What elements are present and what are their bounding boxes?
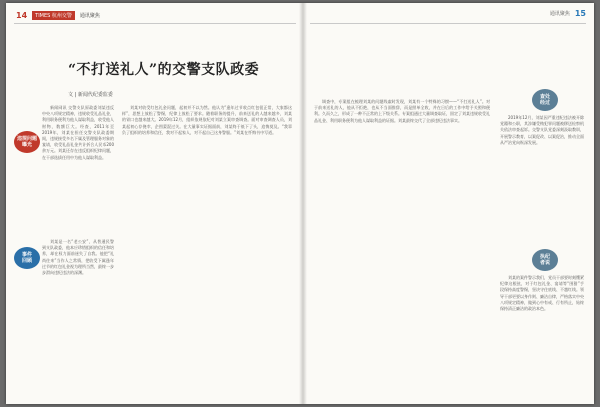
tag-investigation-label: 查处 经过 <box>539 94 550 106</box>
article-paragraph: 刘某是一名“老公安”，从普通民警到支队政委，他本应珍惜组织的信任和培养，却在权力面前迷失了自我。他把“礼尚往来”当作人之常情，把收受下属逢年过节的红包礼金视为理所当然，最终一步步滑向违纪违法的深渊。 <box>42 239 114 276</box>
article-title: “不打送礼人”的交警支队政委 <box>68 62 260 78</box>
article-paragraph: 刘某的案件警示我们，党员干部要时刻绷紧纪律这根弦，对于红包礼金、宴请等“围猎”手段保持高度警惕，坚决守住底线、不越红线。领导干部更要以身作则、廉洁自律，严格落实中央八项规定精神，做到心中有戒、行有所止，始终保持清正廉洁的政治本色。 <box>500 275 584 312</box>
tag-event-review-label: 事件 回顾 <box>21 252 32 264</box>
article-column-1a <box>42 105 114 231</box>
article-column-1b <box>42 239 114 397</box>
article-column-4b <box>500 275 584 397</box>
tag-disciplinary-comments <box>532 249 558 271</box>
right-page-number: 15 <box>574 9 586 18</box>
article-paragraph: 调查中，专案组在梳理刘某的问题线索时发现，刘某有一个特殊的习惯——“不打送礼人”。对于前来送礼的人，他从不拒绝，也从不当面推辞，而是照单全收，并在日后的工作中给予关照和便利。久而久之，形成了一种不正常的上下级关系。专案组通过大量调查取证，固定了刘某违规收受礼品礼金、利用职务便利为他人谋取利益的证据。刘某最终交代了全部违纪违法事实。 <box>314 99 490 123</box>
left-page-number: 14 <box>16 10 28 20</box>
right-page-header <box>550 9 586 18</box>
left-header-rule <box>14 23 296 24</box>
article-byline: 文 | 新闻代纪委监委 <box>68 92 113 98</box>
tag-investigation <box>532 89 558 111</box>
right-section-label: 通讯聚焦 <box>549 11 570 17</box>
article-paragraph: 刘某对收受红包礼金问题，起初并不以为然。他认为“逢年过节收点红包很正常，大家都这样”，思想上放松了警惕，纪律上放松了要求。随着职务的提升，前来送礼的人越来越多，刘某的胃口也越来越大。2019年12月，组织依规依纪对刘某立案审查调查。面对审查调查人员，刘某起初心存侥幸，企图蒙混过关。在大量事实证据面前，刘某终于低下了头，追悔莫及。“我辜负了组织的培养和信任，我对不起家人，对不起自己这身警服。”刘某在忏悔书中写道。 <box>122 105 292 135</box>
article-paragraph: 2019年12月，刘某因严重违纪违法被开除党籍和公职，其涉嫌受贿犯罪问题被移送检察机关依法审查起诉。交警支队党委深刻汲取教训，开展警示教育，以案促改、以案促治，推动全面从严治党向纵深发展。 <box>500 115 584 145</box>
magazine-spread <box>6 3 594 404</box>
tag-event-review <box>14 247 40 269</box>
article-paragraph: 新闻网讯 交警支队原政委刘某违反中央八项规定精神，违规收受礼品礼金，利用职务便利为他人谋取利益，收受他人财物，数额巨大。经查，2011年至2019年，刘某在担任交警支队政委期间，违规接受多名下属及管理服务对象的宴请，收受礼品礼金共计折合人民币200余万元。刘某还存在违反组织纪律问题，在干部选拔任用中为他人谋取利益。 <box>42 105 114 160</box>
article-column-4a <box>500 115 584 235</box>
tag-disciplinary-comments-label: 执纪 者说 <box>539 254 550 266</box>
article-column-2 <box>122 105 292 397</box>
right-header-rule <box>310 23 586 24</box>
left-section-label: 通讯聚焦 <box>79 12 100 19</box>
left-page-header <box>16 9 100 21</box>
tag-violation-exposure <box>14 131 40 153</box>
magazine-brand-label: TIMES 杭州交警 <box>32 11 75 20</box>
page-gutter <box>299 3 307 404</box>
article-column-3 <box>314 99 490 397</box>
tag-violation-exposure-label: 违规问题 曝光 <box>16 136 37 148</box>
